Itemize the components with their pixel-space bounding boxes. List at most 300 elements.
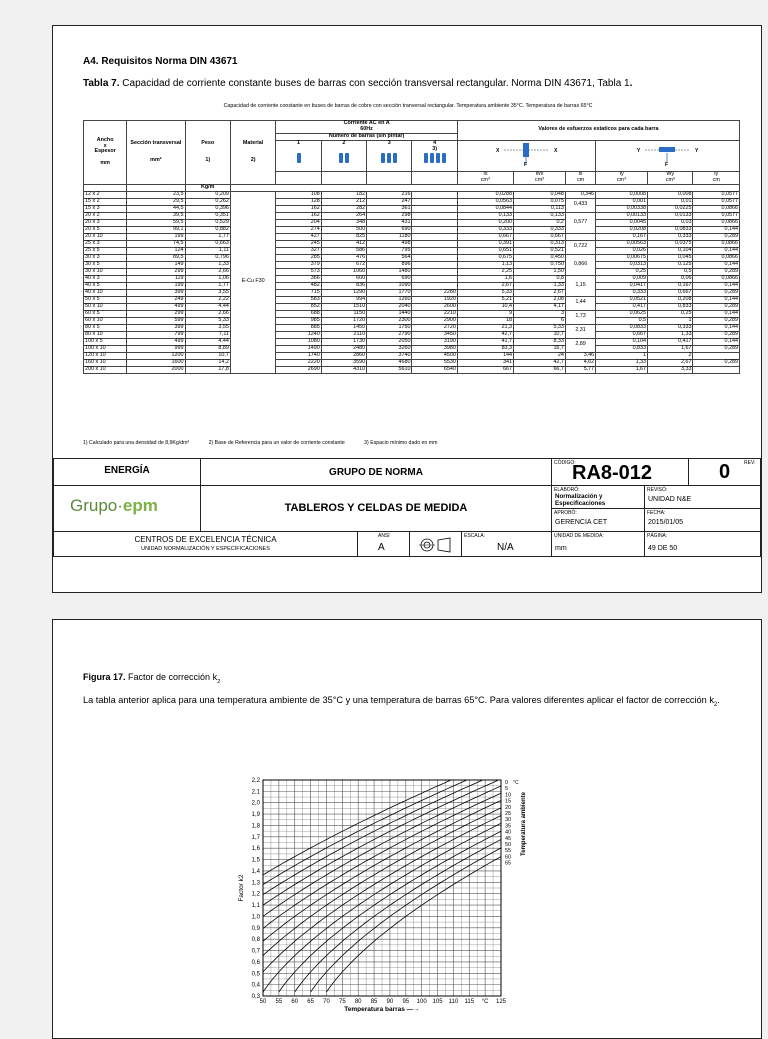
table-cell: 29,5 [127, 198, 185, 205]
table-cell: 285 [276, 254, 321, 261]
table-cell: 149 [127, 261, 185, 268]
table-cell: 0,00338 [596, 205, 648, 212]
table-cell: 2050 [367, 338, 412, 345]
table-cell: 482 [276, 282, 321, 289]
table-cell: 15 x 3 [84, 205, 127, 212]
table-cell [565, 233, 595, 240]
table-cell: 672 [321, 261, 366, 268]
table-cell: 0,0866 [693, 205, 740, 212]
table-cell: 0,521 [514, 247, 566, 254]
table-cell: 8,33 [514, 338, 566, 345]
series-label: 10 [505, 792, 512, 799]
table-cell: 0,144 [693, 226, 740, 233]
svg-text:F: F [523, 162, 527, 167]
table-cell: 1,06 [185, 275, 230, 282]
table-cell: 583 [276, 296, 321, 303]
y-tick-label: 0,4 [251, 982, 260, 989]
table-cell: 9 [457, 310, 513, 317]
y-tick-label: 1,9 [251, 812, 260, 819]
bar-icon [436, 153, 440, 163]
table-cell: 0,0008 [596, 191, 648, 198]
section-title: A4. Requisitos Norma DIN 43671 [83, 56, 238, 67]
table-cell: 74,5 [127, 240, 185, 247]
table-cell: 0,104 [648, 247, 693, 254]
x-tick-label: 85 [370, 999, 378, 1005]
material-cell: E-Cu F30 [230, 191, 275, 373]
table-cell: 2,25 [457, 268, 513, 275]
table-cell: 60 x 10 [84, 317, 127, 324]
table-cell: 0,289 [693, 317, 740, 324]
codigo-cell: CÓDIGO: RA8-012 [551, 458, 689, 486]
table-cell [412, 205, 457, 212]
table-cell: 1,67 [648, 345, 693, 352]
table-cell: 1,77 [185, 282, 230, 289]
table-cell [412, 226, 457, 233]
table-cell: 0,00563 [596, 240, 648, 247]
y-tick-label: 2,2 [251, 778, 260, 784]
table-cell: 10,7 [514, 331, 566, 338]
table-cell: 100 x 5 [84, 338, 127, 345]
table-cell: 0,396 [185, 205, 230, 212]
table-cell: 0,133 [514, 212, 566, 219]
table-cell: 0,450 [514, 254, 566, 261]
x-axis-label: Temperatura barras —→ [344, 1006, 420, 1012]
table-cell: 0,008 [648, 191, 693, 198]
table-cell: 99,1 [127, 226, 185, 233]
diagram-x-axis [457, 140, 595, 171]
bar-icon [387, 153, 391, 163]
x-tick-label: 110 [448, 999, 459, 1005]
table-cell: 100 x 10 [84, 345, 127, 352]
table-cell [412, 261, 457, 268]
table-cell: 1,50 [514, 268, 566, 275]
table-cell: 0,577 [565, 212, 595, 233]
y-tick-label: 0,8 [251, 937, 260, 944]
table-cell: 0,167 [648, 282, 693, 289]
table-cell: 0,289 [693, 303, 740, 310]
table-cell: 30 x 3 [84, 254, 127, 261]
x-tick-label: 95 [402, 999, 410, 1005]
table-cell: 0,0844 [457, 205, 513, 212]
table-cell: 0,5 [648, 268, 693, 275]
projection-symbol-cell [409, 531, 462, 557]
footnote-3: 3) Espacio mínimo dado en mm [364, 440, 438, 446]
table-cell: 0,346 [565, 191, 595, 198]
table-cell: 3260 [367, 345, 412, 352]
table-cell: 0,0521 [596, 296, 648, 303]
table-cell: 282 [321, 205, 366, 212]
x-unit-label: °C [481, 999, 489, 1005]
unidad-medida-cell: UNIDAD DE MEDIDA: mm [551, 531, 645, 557]
table-cell: 586 [321, 247, 366, 254]
rev-cell: REV: 0 [688, 458, 761, 486]
table-cell: 399 [127, 324, 185, 331]
table-cell: 2,08 [514, 296, 566, 303]
table-cell: 498 [367, 240, 412, 247]
table-cell: 17,8 [185, 366, 230, 373]
table-cell: 1,73 [565, 310, 595, 324]
table-cell: 4310 [321, 366, 366, 373]
y-tick-label: 1,6 [251, 846, 260, 853]
y-tick-label: 1,0 [251, 914, 260, 921]
table-cell: 299 [127, 268, 185, 275]
table-cell: 0,104 [596, 338, 648, 345]
table-cell: 0,00675 [596, 254, 648, 261]
table-cell: 1,15 [565, 275, 595, 296]
table-cell: 20 x 5 [84, 226, 127, 233]
table-cell: 20 x 2 [84, 212, 127, 219]
table-cell: 2,31 [565, 324, 595, 338]
table-cell: 3450 [412, 331, 457, 338]
table-cell: 0,750 [514, 261, 566, 268]
table-cell: 0,0563 [457, 198, 513, 205]
table-cell: 5,33 [514, 324, 566, 331]
table-cell: 144 [457, 352, 513, 359]
table-cell: 2690 [276, 366, 321, 373]
series-curve [263, 780, 450, 875]
figure-title: Figura 17. Factor de corrección $k_2$ [83, 672, 221, 685]
y-tick-label: 0,7 [251, 948, 260, 955]
table-cell: 0,333 [596, 289, 648, 296]
table-cell: 1770 [367, 289, 412, 296]
projection-symbol-icon [410, 532, 460, 556]
table-cell: 885 [276, 324, 321, 331]
table-cell: 0,833 [648, 303, 693, 310]
table-cell: 2,66 [185, 268, 230, 275]
table-cell: 0,0225 [648, 205, 693, 212]
series-label: 65 [505, 860, 512, 867]
table-cell: 216 [367, 191, 412, 198]
reviso-cell: REVISÓ: UNIDAD N&E [644, 485, 761, 509]
table-cell: 2,22 [185, 296, 230, 303]
table-cell: 341 [457, 359, 513, 366]
table-cell: 667 [457, 366, 513, 373]
table-cell: 3740 [367, 352, 412, 359]
table-title: Tabla 7. Capacidad de corriente constante buses de barras con sección transversal rectangular. Norma DIN 43671, Tabla 1. [83, 78, 633, 89]
table-cell: 108 [276, 191, 321, 198]
table-cell: 42,7 [457, 331, 513, 338]
table-cell: 298 [367, 212, 412, 219]
table-cell: 162 [276, 212, 321, 219]
table-cell: 23,5 [127, 191, 185, 198]
table-cell: 0,144 [693, 247, 740, 254]
table-cell: 6 [514, 317, 566, 324]
header-n1: 1 [276, 140, 321, 171]
bar-icon [297, 153, 301, 163]
y-tick-label: 1,1 [251, 903, 260, 910]
series-label: 35 [505, 823, 512, 830]
table-cell: 0,289 [693, 331, 740, 338]
header-peso: Peso 1) [185, 121, 230, 185]
table-cell: 366 [276, 275, 321, 282]
table-cell: 1,13 [457, 261, 513, 268]
table-cell: 50 x 5 [84, 296, 127, 303]
table-cell: 16,7 [514, 345, 566, 352]
table-cell: 994 [321, 296, 366, 303]
table-cell: 0,5 [596, 317, 648, 324]
table-cell: 1920 [412, 296, 457, 303]
table-cell [412, 198, 457, 205]
table-cell: 40 x 3 [84, 275, 127, 282]
table-cell: 0,289 [693, 268, 740, 275]
header-ix: Ix cm⁴ [457, 171, 513, 184]
table-cell: 3980 [412, 345, 457, 352]
table-cell: 0,113 [514, 205, 566, 212]
table-cell: 2,67 [648, 359, 693, 366]
table-cell: 299 [127, 310, 185, 317]
y-tick-label: 1,4 [251, 868, 260, 875]
table-cell: 0,0866 [693, 219, 740, 226]
header-valores: Valores de esfuerzos estaticos para cada barra [457, 121, 739, 141]
table-cell: 274 [276, 226, 321, 233]
table-cell: 1,33 [514, 282, 566, 289]
table-cell: 0,0833 [648, 226, 693, 233]
table-cell: 1200 [127, 352, 185, 359]
x-tick-label: 100 [416, 999, 427, 1005]
table-cell: 0,144 [693, 261, 740, 268]
table-cell: 399 [127, 289, 185, 296]
table-cell: 999 [127, 345, 185, 352]
table-cell: 573 [276, 268, 321, 275]
table-cell [693, 366, 740, 373]
svg-text:Y: Y [636, 148, 640, 155]
table-cell: 2300 [367, 317, 412, 324]
header-corriente: Corriente AC en A 60Hz [276, 121, 458, 134]
table-cell: 1490 [276, 345, 321, 352]
table-cell: 2 [648, 352, 693, 359]
table-cell: 0,289 [693, 289, 740, 296]
table-cell: 44,5 [127, 205, 185, 212]
table-cell: 1,11 [185, 247, 230, 254]
footnote-2: 2) Base de Referencia para un valor de corriente constante [208, 440, 345, 446]
y-axis-label: Factor k2 [238, 874, 245, 902]
header-iy: Iy cm⁴ [596, 171, 648, 184]
table-cell: 1,77 [185, 233, 230, 240]
series-label: 40 [505, 829, 512, 836]
table-cell: 1,33 [596, 359, 648, 366]
energia-cell: ENERGÍA [53, 458, 201, 486]
header-ix-radius: ix cm [565, 171, 595, 184]
x-tick-label: 115 [464, 999, 475, 1005]
table-cell: 476 [321, 254, 366, 261]
table-cell: 21,3 [457, 324, 513, 331]
table-cell: 690 [367, 226, 412, 233]
table-cell: 0,313 [514, 240, 566, 247]
series-label: 5 [505, 786, 509, 793]
table-cell [412, 275, 457, 282]
grupo-epm-logo: Grupo·epm [70, 496, 158, 515]
series-label: 55 [505, 848, 512, 855]
table-cell: 2480 [321, 345, 366, 352]
table-cell: 245 [276, 240, 321, 247]
series-label: 20 [505, 804, 512, 811]
table-cell: 795 [367, 247, 412, 254]
table-cell: 379 [276, 261, 321, 268]
y-tick-label: 1,7 [251, 834, 260, 841]
centros-cell: CENTROS DE EXCELENCIA TÉCNICA UNIDAD NORMALIZACIÓN Y ESPECIFICACIONES [53, 531, 358, 557]
table-cell: 1080 [276, 338, 321, 345]
table-cell: 124 [127, 247, 185, 254]
table-cell: 30 x 10 [84, 268, 127, 275]
y-tick-label: 1,5 [251, 857, 260, 864]
table-cell: 3,33 [648, 366, 693, 373]
table-cell: 688 [276, 310, 321, 317]
table-caption: Capacidad de corriente constante en buses de barras de cobre con sección tranversal rectangular. Temperatura ambiente 35°C. Temperatura de barras 65°C [223, 103, 593, 109]
table-cell: 20 x 10 [84, 233, 127, 240]
table-cell: 12 x 2 [84, 191, 127, 198]
table-cell: 5,33 [457, 289, 513, 296]
table-cell: 500 [321, 226, 366, 233]
table-cell: 42,7 [514, 359, 566, 366]
bar-icon [381, 153, 385, 163]
table-cell: 0,391 [457, 240, 513, 247]
table-cell: 0,03 [648, 219, 693, 226]
table-cell: 5,33 [185, 317, 230, 324]
table-cell: 0,133 [457, 212, 513, 219]
table-cell [412, 191, 457, 198]
pagina-cell: PÁGINA: 49 DE 50 [644, 531, 761, 557]
table-cell: 1 [596, 352, 648, 359]
table-cell: 212 [321, 198, 366, 205]
table-cell: 50 x 10 [84, 303, 127, 310]
table-cell: 1,44 [565, 296, 595, 310]
table-cell: 2790 [367, 331, 412, 338]
bar-icon [430, 153, 434, 163]
series-label: 30 [505, 817, 512, 824]
table-cell: 6540 [412, 366, 457, 373]
bar-icon [339, 153, 343, 163]
x-tick-label: 125 [495, 999, 507, 1005]
table-cell: 0,433 [565, 198, 595, 212]
table-cell: 160 x 10 [84, 359, 127, 366]
bar-icon [345, 153, 349, 163]
table-cell: 2210 [412, 310, 457, 317]
table-cell: 3,46 [565, 352, 595, 359]
table-cell: 1060 [321, 268, 366, 275]
table-cell: 1440 [367, 310, 412, 317]
table-cell: 0,25 [648, 310, 693, 317]
table-cell: 247 [367, 198, 412, 205]
y-tick-label: 1,8 [251, 823, 260, 830]
table-cell: 361 [367, 205, 412, 212]
table-cell: 2,67 [457, 282, 513, 289]
table-cell: 7,11 [185, 331, 230, 338]
table-cell: 0,262 [185, 198, 230, 205]
table-cell: 1090 [367, 282, 412, 289]
table-cell [412, 219, 457, 226]
table-cell: 836 [321, 282, 366, 289]
table-cell: 0,048 [514, 191, 566, 198]
table-cell: 2,89 [565, 338, 595, 352]
table-cell: 1180 [367, 233, 412, 240]
table-cell: 0,200 [457, 219, 513, 226]
table-cell: 1150 [321, 310, 366, 317]
table-cell: 0,0577 [693, 198, 740, 205]
table-cell: 66,7 [514, 366, 566, 373]
logo-cell [53, 485, 201, 532]
table-cell: 1740 [276, 352, 321, 359]
table-cell: 0,0866 [693, 254, 740, 261]
table-cell: 5610 [367, 366, 412, 373]
table-cell: 59,5 [127, 219, 185, 226]
table-cell: 41,7 [457, 338, 513, 345]
table-cell: 0,866 [565, 254, 595, 275]
table-cell: 0,667 [514, 233, 566, 240]
table-cell: 4,17 [514, 303, 566, 310]
x-tick-label: 55 [275, 999, 283, 1005]
footnote-1: 1) Calculado para una densidad de 8,9Kg/dm³ [83, 440, 190, 446]
y-tick-label: 1,3 [251, 880, 260, 887]
table-cell: 4,44 [185, 338, 230, 345]
table-row [84, 366, 740, 373]
x-tick-label: 90 [386, 999, 394, 1005]
table-cell: 0,289 [693, 233, 740, 240]
table-cell: 24 [514, 352, 566, 359]
table-cell: 5530 [412, 359, 457, 366]
series-unit-label: °C [513, 780, 519, 786]
table-cell: 3190 [412, 338, 457, 345]
y-tick-label: 0,3 [251, 994, 260, 1000]
table-cell: 2900 [412, 317, 457, 324]
table-cell: 0,00133 [596, 212, 648, 219]
y-tick-label: 2,0 [251, 800, 260, 807]
title-block [53, 458, 761, 558]
series-label: 50 [505, 842, 512, 848]
table-cell: 199 [127, 233, 185, 240]
table-cell: 5,21 [457, 296, 513, 303]
bar-icon [424, 153, 428, 163]
table-cell: 200 x 10 [84, 366, 127, 373]
table-cell: 1290 [321, 289, 366, 296]
table-cell: 0,144 [693, 324, 740, 331]
table-cell: 120 x 10 [84, 352, 127, 359]
table-cell: 427 [276, 233, 321, 240]
table-cell: 0,351 [185, 212, 230, 219]
table-cell: 2280 [412, 289, 457, 296]
table-cell: 0,0577 [693, 191, 740, 198]
table-cell [412, 247, 457, 254]
table-cell: 896 [367, 261, 412, 268]
table-cell: 4,44 [185, 303, 230, 310]
svg-text:Y: Y [694, 148, 698, 155]
series-label: 60 [505, 854, 512, 861]
header-ancho: Ancho x Espesor mm [84, 121, 127, 185]
table-cell: 182 [321, 191, 366, 198]
table-cell: 162 [276, 205, 321, 212]
table-cell: 0,0577 [693, 212, 740, 219]
table-cell: 2000 [127, 366, 185, 373]
table-cell: 0,0313 [596, 261, 648, 268]
bar-icon [393, 153, 397, 163]
table-cell: 0,144 [693, 296, 740, 303]
header-material: Material 2) [230, 121, 275, 185]
table-cell: 4500 [412, 352, 457, 359]
table-cell: 60 x 5 [84, 310, 127, 317]
table-cell: 412 [321, 240, 366, 247]
k2-correction-chart [233, 772, 553, 1012]
table-cell: 599 [127, 317, 185, 324]
table-cell: 0,009 [596, 275, 648, 282]
table-cell: 852 [276, 303, 321, 310]
escala-cell: ESCALA: N/A [461, 531, 552, 557]
x-tick-label: 80 [354, 999, 362, 1005]
table-cell: 249 [127, 296, 185, 303]
table-cell: 4,62 [565, 359, 595, 366]
header-n2: 2 [321, 140, 366, 171]
table-cell: 128 [276, 198, 321, 205]
table-cell: 0,0833 [596, 324, 648, 331]
table-cell: 0,333 [648, 233, 693, 240]
